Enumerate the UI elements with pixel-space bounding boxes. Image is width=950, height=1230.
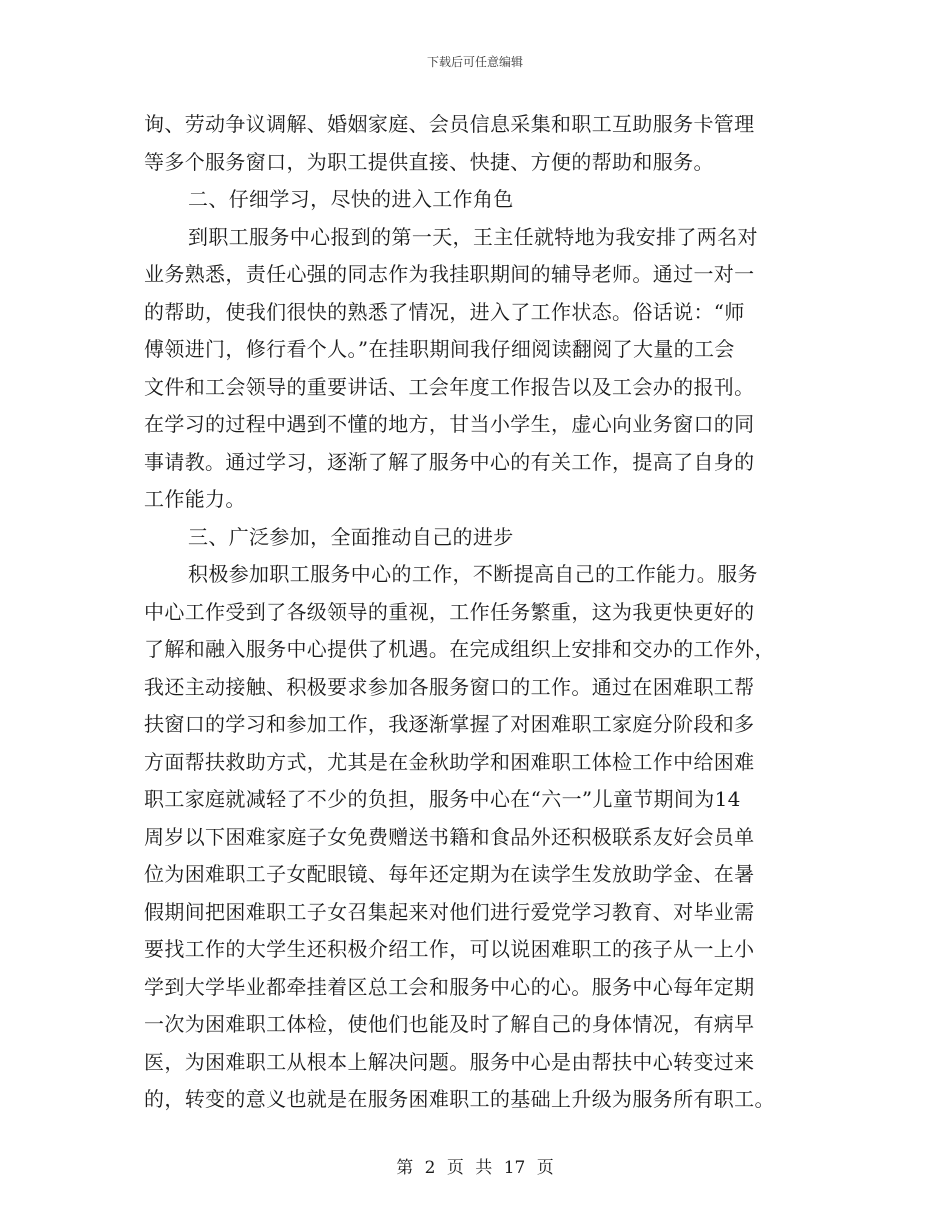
text-line: 积极参加职工服务中心的工作，不断提高自己的工作能力。服务 (188, 562, 758, 586)
text-line: 到职工服务中心报到的第一天，王主任就特地为我安排了两名对 (188, 224, 758, 249)
text-line: 要找工作的大学生还积极介绍工作，可以说困难职工的孩子从一上小 (144, 937, 755, 961)
text-line: 周岁以下困难家庭子女免费赠送书籍和食品外还积极联系友好会员单 (144, 824, 755, 849)
page-number-footer (0, 1153, 950, 1178)
text-line: 业务熟悉，责任心强的同志作为我挂职期间的辅导老师。通过一对一 (144, 262, 755, 286)
footer-total-word: 共 (475, 1158, 493, 1178)
document-body (144, 106, 804, 1119)
text-line: 文件和工会领导的重要讲话、工会年度工作报告以及工会办的报刊。 (144, 374, 755, 399)
header-note: 下载后可任意编辑 (426, 55, 523, 69)
total-page-count: 17 (503, 1158, 526, 1178)
text-line: 等多个服务窗口，为职工提供直接、快捷、方便的帮助和服务。 (144, 149, 714, 174)
text-line: 假期间把困难职工子女召集起来对他们进行爱党学习教育、对毕业需 (144, 899, 755, 924)
text-line: 的帮助，使我们很快的熟悉了情况，进入了工作状态。俗话说：“师 (144, 299, 745, 324)
text-line: 方面帮扶救助方式，尤其是在金秋助学和困难职工体检工作中给困难 (144, 749, 755, 774)
section-heading: 二、仔细学习，尽快的进入工作角色 (188, 187, 514, 211)
footer-suffix: 页 (536, 1158, 554, 1178)
text-line: 在学习的过程中遇到不懂的地方，甘当小学生，虚心向业务窗口的同 (144, 412, 755, 436)
text-line: 我还主动接触、积极要求参加各服务窗口的工作。通过在困难职工帮 (144, 674, 755, 699)
current-page-number: 2 (424, 1158, 436, 1178)
text-line: 位为困难职工子女配眼镜、每年还定期为在读学生发放助学金、在暑 (144, 862, 755, 886)
footer-prefix: 第 (396, 1158, 414, 1178)
text-line: 学到大学毕业都牵挂着区总工会和服务中心的心。服务中心每年定期 (144, 974, 755, 999)
text-line: 中心工作受到了各级领导的重视，工作任务繁重，这为我更快更好的 (144, 599, 755, 624)
text-line: 的，转变的意义也就是在服务困难职工的基础上升级为服务所有职工。 (144, 1087, 775, 1111)
section-heading: 三、广泛参加，全面推动自己的进步 (188, 524, 514, 549)
text-line: 傅领进门，修行看个人。”在挂职期间我仔细阅读翻阅了大量的工会 (144, 337, 735, 361)
text-line: 工作能力。 (144, 487, 246, 511)
text-line: 了解和融入服务中心提供了机遇。在完成组织上安排和交办的工作外， (144, 637, 775, 661)
footer-page-word: 页 (446, 1158, 464, 1178)
text-line: 职工家庭就减轻了不少的负担，服务中心在“六一”儿童节期间为14 (144, 787, 741, 811)
text-line: 询、劳动争议调解、婚姻家庭、会员信息采集和职工互助服务卡管理 (144, 112, 755, 136)
text-line: 扶窗口的学习和参加工作，我逐渐掌握了对困难职工家庭分阶段和多 (144, 712, 755, 736)
text-line: 事请教。通过学习，逐渐了解了服务中心的有关工作，提高了自身的 (144, 449, 755, 474)
text-line: 医，为困难职工从根本上解决问题。服务中心是由帮扶中心转变过来 (144, 1049, 755, 1074)
text-line: 一次为困难职工体检，使他们也能及时了解自己的身体情况，有病早 (144, 1012, 755, 1036)
